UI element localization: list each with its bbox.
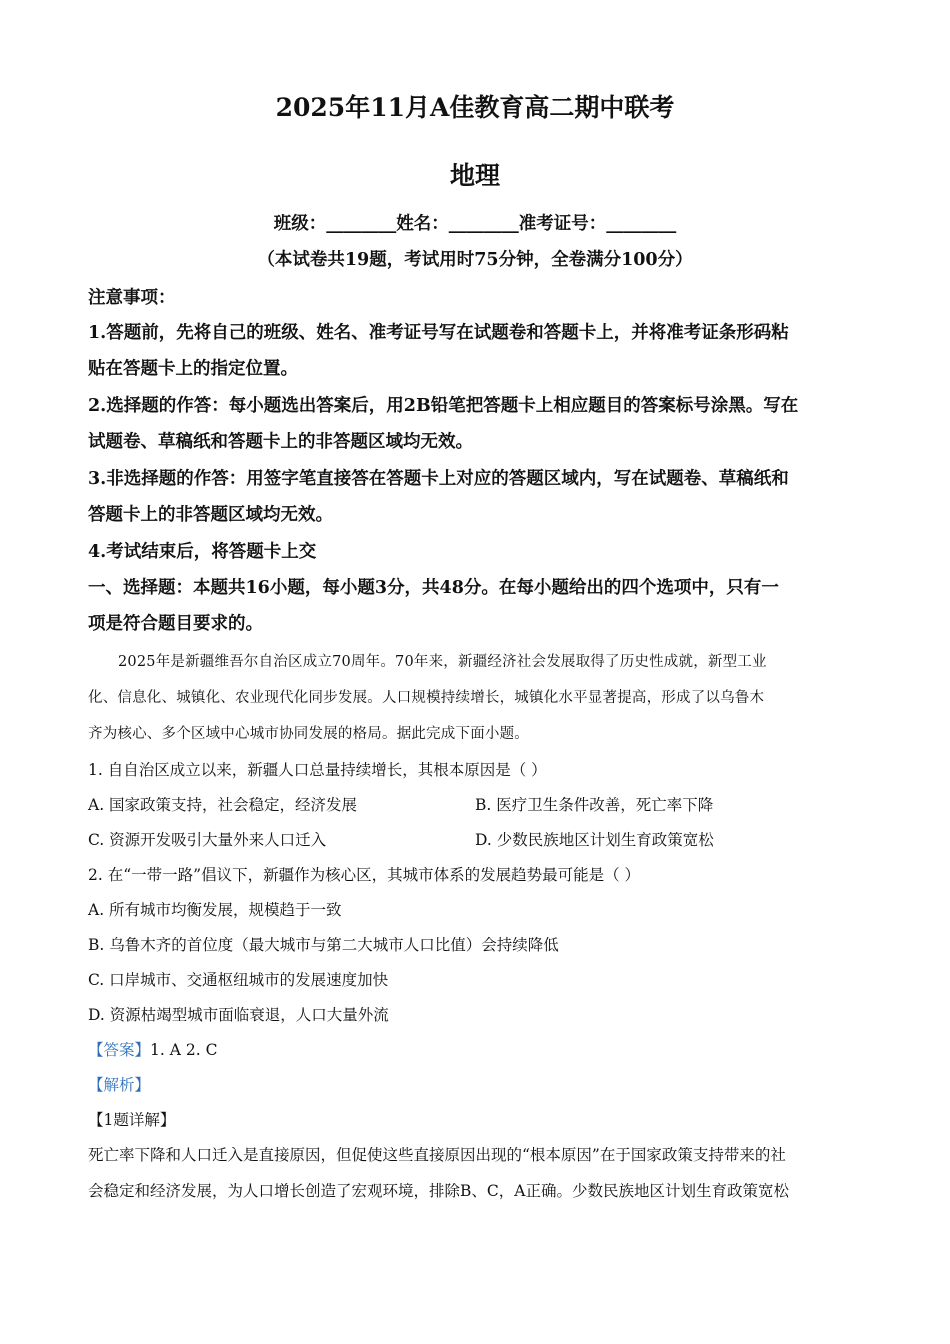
question-1-option-c: C. 资源开发吸引大量外来人口迁入 (88, 831, 327, 849)
question-2-option-d: D. 资源枯竭型城市面临衰退，人口大量外流 (88, 1006, 389, 1024)
analysis-label: 【解析】 (88, 1076, 151, 1094)
question-1-option-a: A. 国家政策支持，社会稳定，经济发展 (88, 796, 358, 814)
exam-info: （本试卷共19题，考试用时75分钟，全卷满分100分） (257, 250, 693, 270)
question-2-option-c: C. 口岸城市、交通枢纽城市的发展速度加快 (88, 971, 389, 989)
answer-line (88, 1038, 217, 1060)
note-3-line-2: 答题卡上的非答题区域均无效。 (88, 505, 333, 525)
answer-label: 【答案】 (88, 1041, 151, 1059)
analysis-line-1: 死亡率下降和人口迁入是直接原因，但促使这些直接原因出现的“根本原因”在于国家政策支持带来的社 (88, 1146, 786, 1164)
answer-text: 1. A 2. C (150, 1041, 218, 1059)
section-heading-line-1: 一、选择题：本题共16小题，每小题3分，共48分。在每小题给出的四个选项中，只有一 (88, 578, 779, 598)
note-1-line-1: 1.答题前，先将自己的班级、姓名、准考证号写在试题卷和答题卡上，并将准考证条形码粘 (88, 323, 789, 343)
passage-line-1: 2025年是新疆维吾尔自治区成立70周年。70年来，新疆经济社会发展取得了历史性成就，新型工业 (118, 654, 767, 670)
note-4: 4.考试结束后，将答题卡上交 (88, 542, 317, 562)
passage-line-3: 齐为核心、多个区域中心城市协同发展的格局。据此完成下面小题。 (88, 726, 529, 742)
note-1-line-2: 贴在答题卡上的指定位置。 (88, 359, 298, 379)
subject-title: 地理 (449, 161, 500, 190)
question-2-option-b: B. 乌鲁木齐的首位度（最大城市与第二大城市人口比值）会持续降低 (88, 936, 559, 954)
passage-line-2: 化、信息化、城镇化、农业现代化同步发展。人口规模持续增长，城镇化水平显著提高，形成了以乌鲁木 (88, 690, 765, 706)
analysis-line-2: 会稳定和经济发展，为人口增长创造了宏观环境，排除B、C，A正确。少数民族地区计划生育政策宽松 (88, 1182, 789, 1200)
question-1-option-d: D. 少数民族地区计划生育政策宽松 (475, 831, 714, 849)
note-2-line-2: 试题卷、草稿纸和答题卡上的非答题区域均无效。 (88, 432, 473, 452)
notes-heading: 注意事项： (88, 288, 176, 308)
note-2-line-1: 2.选择题的作答：每小题选出答案后，用2B铅笔把答题卡上相应题目的答案标号涂黑。写在 (88, 396, 799, 416)
question-2-option-a: A. 所有城市均衡发展，规模趋于一致 (88, 901, 342, 919)
question-1-stem: 1. 自自治区成立以来，新疆人口总量持续增长，其根本原因是（ ） (88, 761, 547, 779)
note-3-line-1: 3.非选择题的作答：用签字笔直接答在答题卡上对应的答题区域内，写在试题卷、草稿纸和 (88, 469, 789, 489)
section-heading-line-2: 项是符合题目要求的。 (88, 614, 263, 634)
exam-title: 2025年11月A佳教育高二期中联考 (275, 93, 675, 122)
student-info-line: 班级：________姓名：________准考证号：________ (273, 214, 677, 234)
analysis-detail-label: 【1题详解】 (88, 1111, 176, 1129)
question-1-option-b: B. 医疗卫生条件改善，死亡率下降 (475, 796, 714, 814)
question-2-stem: 2. 在“一带一路”倡议下，新疆作为核心区，其城市体系的发展趋势最可能是（ ） (88, 866, 640, 884)
